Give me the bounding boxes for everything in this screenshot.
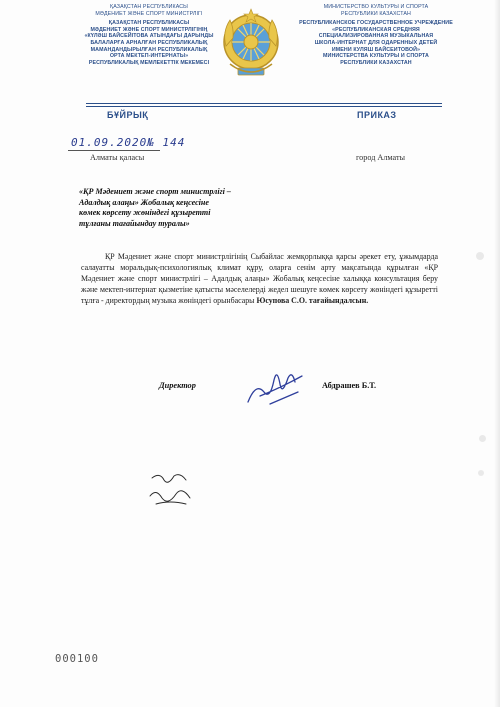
subject-line: тұлғаны тағайындау туралы»	[79, 218, 190, 228]
header-left-line: РЕСПУБЛИКАЛЫҚ МЕМЛЕКЕТТІК МЕКЕМЕСІ	[88, 59, 210, 66]
header-left-line: «КҮЛӘШ БАЙСЕЙІТОВА АТЫНДАҒЫ ДАРЫНДЫ	[84, 33, 214, 40]
place-kz: Алматы қаласы	[90, 153, 145, 162]
header-right-line: ИМЕНИ КУЛЯШ БАЙСЕИТОВОЙ»	[331, 46, 421, 53]
header-left-line: МӘДЕНИЕТ ЖӘНЕ СПОРТ МИНИСТРЛІГІ	[95, 10, 203, 17]
header-right-line: РЕСПУБЛИКИ КАЗАХСТАН	[341, 10, 411, 17]
body-paragraph	[81, 252, 438, 307]
place-ru: город Алматы	[356, 153, 406, 162]
scan-speck	[476, 252, 484, 260]
header-left-line: ҚАЗАҚСТАН РЕСПУБЛИКАСЫ	[108, 20, 190, 27]
subject-line: көмек көрсету жөніндегі құзыретті	[79, 208, 211, 218]
header-divider	[86, 103, 442, 104]
header-right-ru	[281, 4, 471, 66]
doc-type-kz: БҰЙРЫҚ	[107, 110, 149, 120]
header-right-line: РЕСПУБЛИКИ КАЗАХСТАН	[340, 59, 412, 66]
handwritten-signature-icon	[240, 362, 310, 412]
doc-type-ru: ПРИКАЗ	[357, 110, 397, 120]
signature-name: Абдрашев Б.Т.	[322, 381, 377, 390]
header-left-line: БАЛАЛАРҒА АРНАЛҒАН РЕСПУБЛИКАЛЫҚ	[90, 39, 208, 46]
subject-line: Адалдық алаңы» Жобалық кеңсесіне	[79, 197, 209, 207]
header-right-line: МИНИСТЕРСТВО КУЛЬТУРЫ И СПОРТА	[323, 4, 429, 10]
order-body	[81, 252, 438, 307]
signature-title: Директор	[159, 381, 196, 390]
body-text: ҚР Мәдениет және спорт министрлігінің Сыбайлас жемқорлыққа қарсы әрекет ету, ұжымдарда салауатты моральдық-психологиялық климат құру, оларға сенім арту мақсатында құрылған «ҚР Мәдениет және спорт министрлігі – Адалдық алаңы» Жобалық кеңсесіне халыққа консультация беру және мектеп-интернат қызметіне қатысты мәселелерді жедел шешуге көмек көрсету жөніндегі құзыретті тұлға - директордың музыка жөніндегі орынбасары	[81, 252, 438, 305]
header-left-line: МАМАНДАНДЫРЫЛҒАН РЕСПУБЛИКАЛЫҚ	[90, 46, 208, 53]
header-left-line: ОРТА МЕКТЕП-ИНТЕРНАТЫ»	[109, 53, 189, 60]
header-left-line: МӘДЕНИЕТ ЖӘНЕ СПОРТ МИНИСТРЛІГІНІҢ	[90, 26, 208, 33]
header-left-line: ҚАЗАҚСТАН РЕСПУБЛИКАСЫ	[110, 4, 188, 10]
subject-line: «ҚР Мәдениет және спорт министрлігі –	[79, 187, 231, 196]
appointee-name: Юсупова С.О. тағайындалсын.	[256, 295, 369, 305]
date-underline	[68, 150, 160, 151]
scan-edge-shadow	[494, 0, 500, 707]
order-subject	[79, 187, 309, 229]
handwritten-visa-icon	[146, 470, 196, 510]
scan-speck	[479, 435, 486, 442]
handwritten-date-number: 01.09.2020№ 144	[71, 136, 186, 149]
document-serial-number: 000100	[55, 653, 99, 665]
header-right-line: СПЕЦИАЛИЗИРОВАННАЯ МУЗЫКАЛЬНАЯ	[318, 33, 434, 40]
header-right-line: ШКОЛА-ИНТЕРНАТ ДЛЯ ОДАРЕННЫХ ДЕТЕЙ	[314, 39, 438, 46]
header-right-line: РЕСПУБЛИКАНСКОЕ ГОСУДАРСТВЕННОЕ УЧРЕЖДЕНИЕ	[299, 20, 453, 27]
header-divider-thin	[86, 106, 442, 107]
kazakhstan-state-emblem-icon	[216, 6, 286, 86]
header-right-line: МИНИСТЕРСТВА КУЛЬТУРЫ И СПОРТА	[323, 53, 429, 60]
header-right-line: «РЕСПУБЛИКАНСКАЯ СРЕДНЯЯ	[332, 26, 420, 33]
scan-speck	[478, 470, 484, 476]
